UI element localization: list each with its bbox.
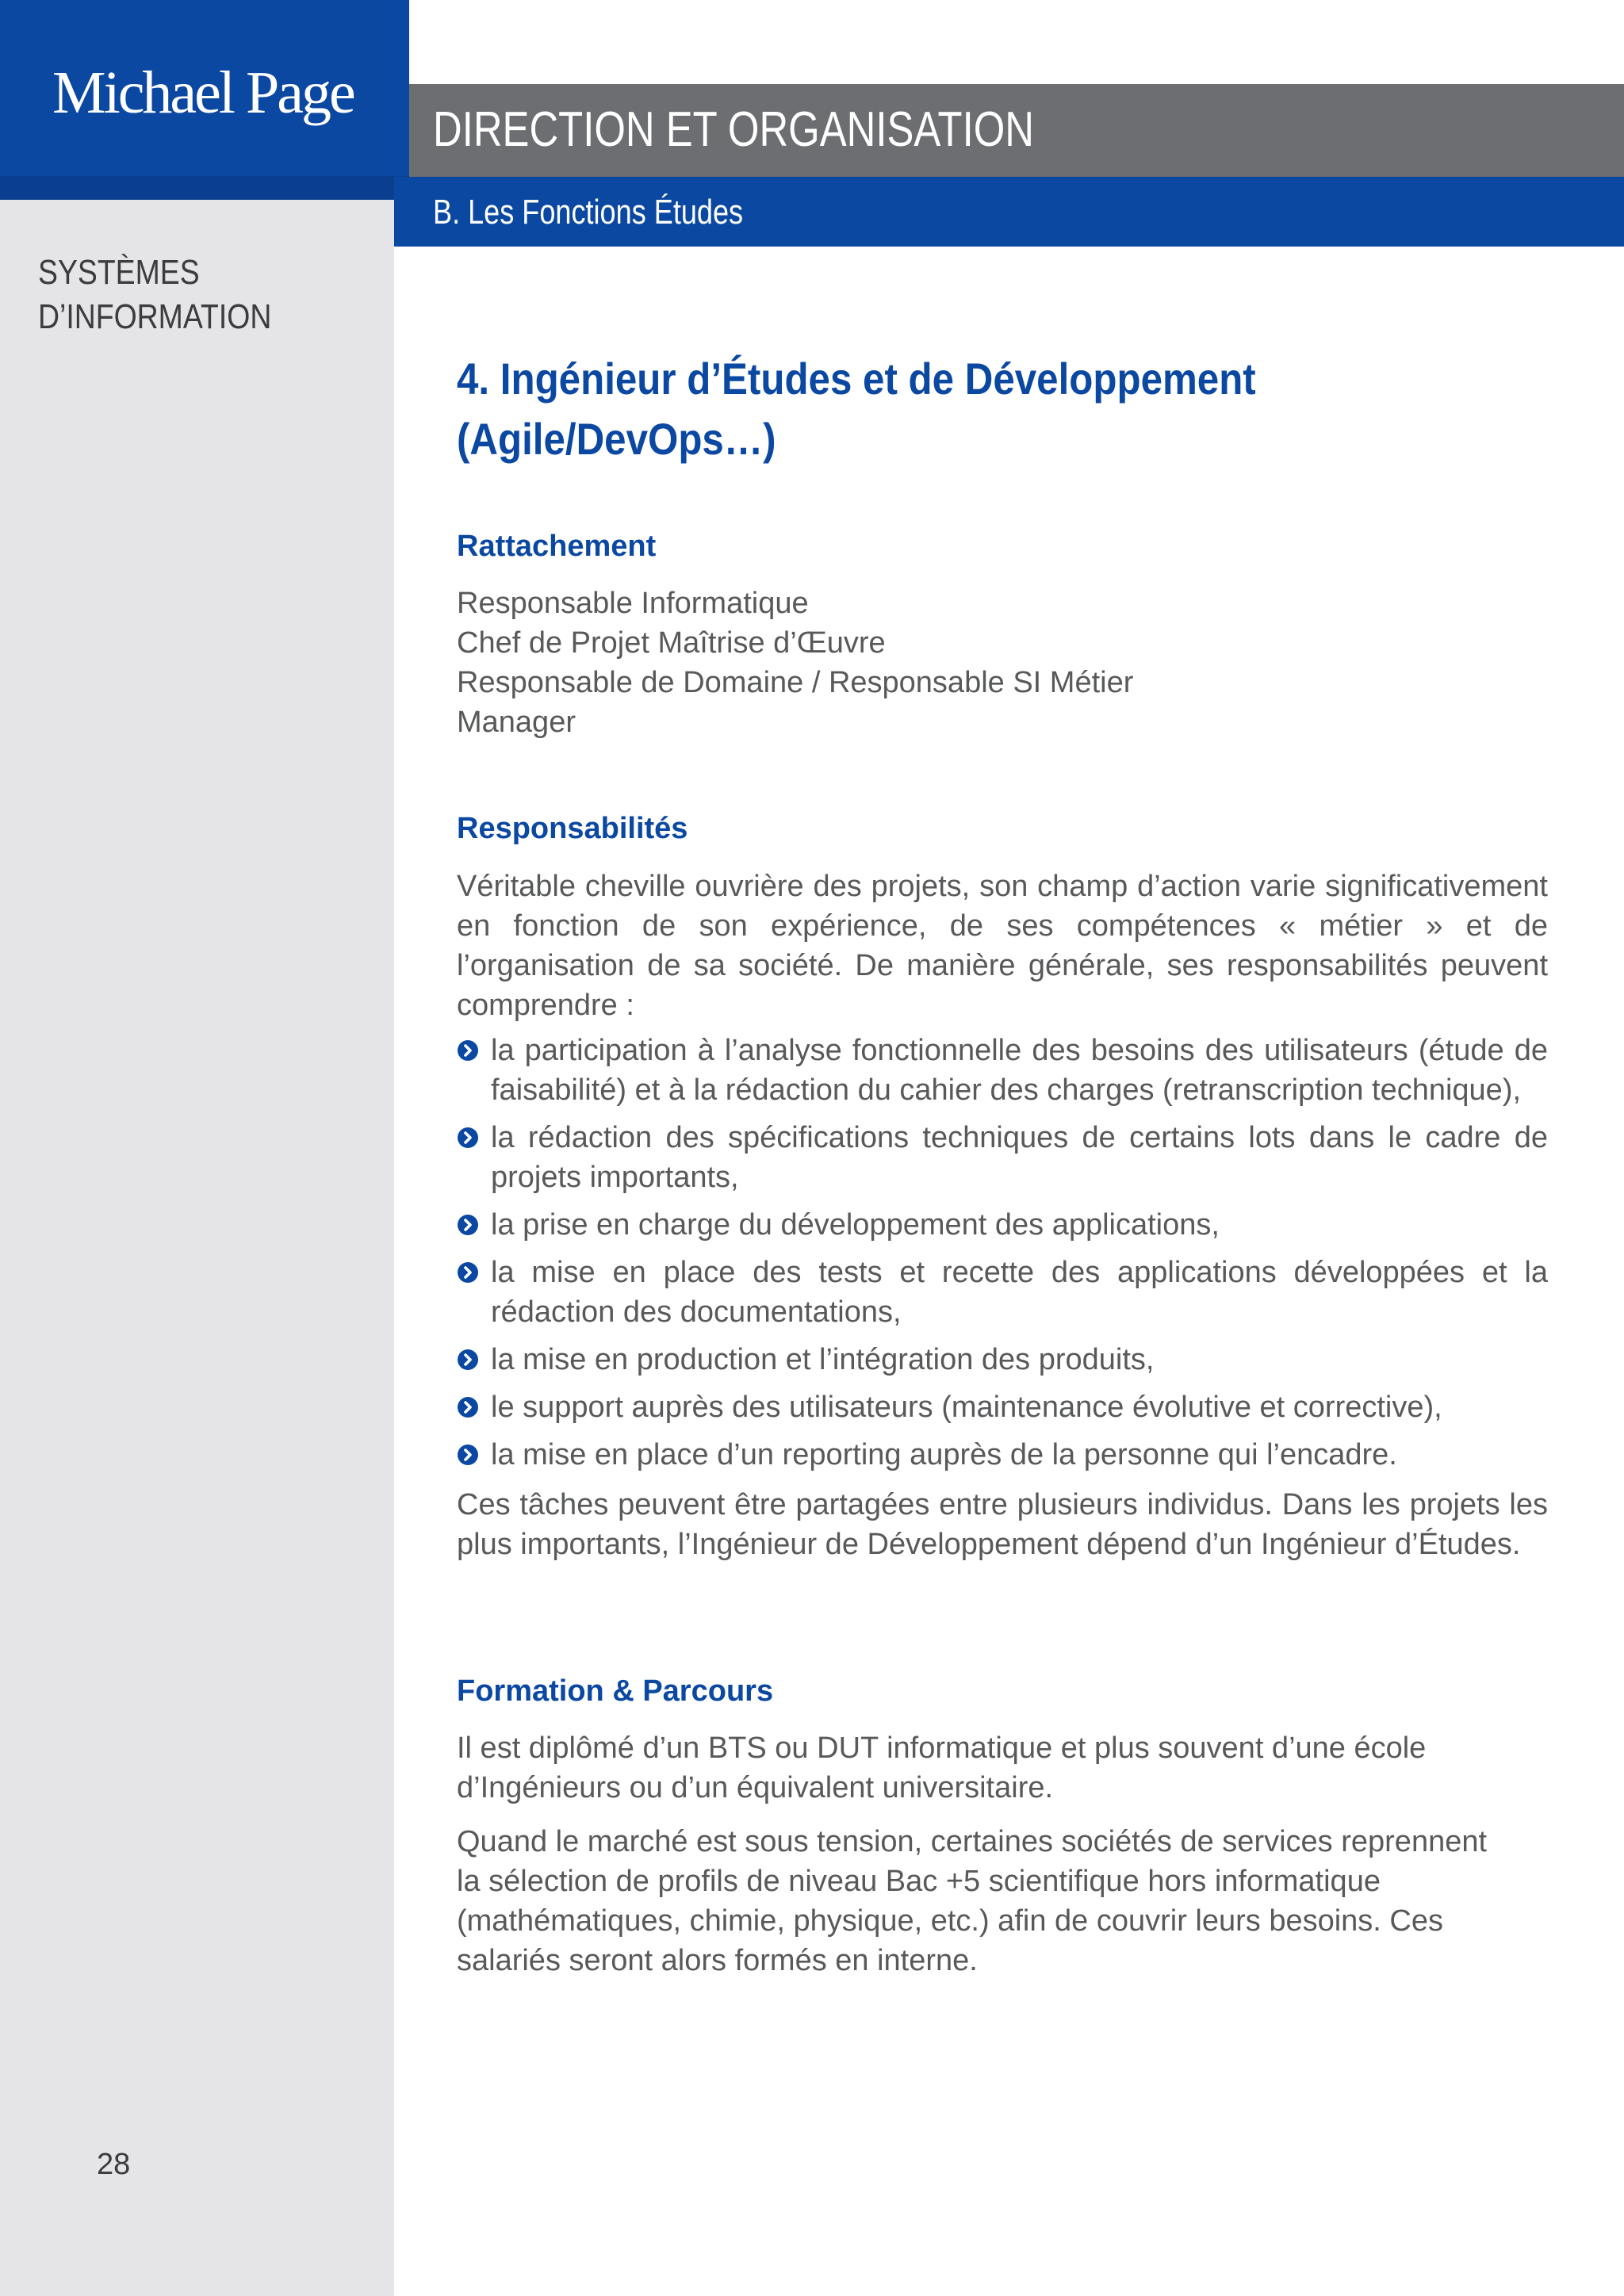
header-subtitle: B. Les Fonctions Études — [433, 193, 744, 232]
bullet-text: la mise en production et l’intégration des produits, — [491, 1343, 1155, 1376]
page-number: 28 — [97, 2148, 131, 2181]
list-item — [457, 1253, 1548, 1332]
list-item — [457, 1387, 1548, 1427]
list-item — [457, 1435, 1548, 1475]
chevron-right-icon — [457, 1214, 479, 1236]
page-title-line2: (Agile/DevOps…) — [457, 414, 776, 464]
list-item: Responsable de Domaine / Responsable SI Métier — [457, 666, 1134, 699]
rattachement-list — [457, 584, 1548, 742]
list-item — [457, 1340, 1548, 1380]
formation-paragraph-1 — [457, 1728, 1548, 1808]
responsabilites-intro: Véritable cheville ouvrière des projets, son champ d’action varie significativement en fonction de son expérience, de ses compétences « métier » et de l’organisation de sa société. De manière générale, ses responsabilités peuvent comprendre : — [457, 870, 1548, 1022]
text-line: salariés seront alors formés en interne. — [457, 1944, 978, 1977]
logo-shadow — [0, 176, 409, 200]
chevron-right-icon — [457, 1396, 479, 1418]
chevron-right-icon — [457, 1127, 479, 1149]
bullet-text: la mise en place d’un reporting auprès de la personne qui l’encadre. — [491, 1438, 1397, 1471]
rattachement-heading: Rattachement — [457, 530, 657, 563]
list-item: Responsable Informatique — [457, 587, 809, 620]
chevron-right-icon — [457, 1261, 479, 1284]
bullet-text: la participation à l’analyse fonctionnelle des besoins des utilisateurs (étude de faisabilité) et à la rédaction du cahier des charges (retranscription technique), — [491, 1034, 1548, 1107]
formation-paragraph-2 — [457, 1822, 1548, 1980]
list-item: Chef de Projet Maîtrise d’Œuvre — [457, 626, 886, 660]
text-line: Il est diplômé d’un BTS ou DUT informatique et plus souvent d’une école — [457, 1732, 1427, 1765]
chevron-right-icon — [457, 1444, 479, 1466]
sidebar-label-line1: SYSTÈMES — [38, 253, 200, 292]
list-item — [457, 1031, 1548, 1110]
responsabilites-heading: Responsabilités — [457, 812, 688, 845]
list-item — [457, 1205, 1548, 1245]
responsabilites-outro-block — [457, 1485, 1548, 1564]
text-line: la sélection de profils de niveau Bac +5 scientifique hors informatique — [457, 1865, 1381, 1898]
left-sidebar — [0, 0, 394, 2296]
text-line: (mathématiques, chimie, physique, etc.) afin de couvrir leurs besoins. Ces — [457, 1904, 1443, 1938]
bullet-text: la prise en charge du développement des applications, — [491, 1208, 1220, 1242]
text-line: Quand le marché est sous tension, certaines sociétés de services reprennent — [457, 1825, 1488, 1858]
sidebar-section-label — [38, 251, 271, 339]
michael-page-logo: Michael Page — [52, 59, 354, 126]
text-line: d’Ingénieurs ou d’un équivalent universitaire. — [457, 1771, 1054, 1804]
bullet-text: la rédaction des spécifications techniques de certains lots dans le cadre de projets importants, — [491, 1121, 1548, 1194]
page-title-line1: 4. Ingénieur d’Études et de Développement — [457, 354, 1256, 404]
bullet-text: le support auprès des utilisateurs (maintenance évolutive et corrective), — [491, 1391, 1442, 1424]
sidebar-label-line2: D’INFORMATION — [38, 297, 272, 336]
list-item — [457, 1118, 1548, 1197]
chevron-right-icon — [457, 1349, 479, 1371]
header-title: DIRECTION ET ORGANISATION — [433, 102, 1034, 157]
bullet-text: la mise en place des tests et recette des applications développées et la rédaction des documentations, — [491, 1256, 1548, 1329]
chevron-right-icon — [457, 1039, 479, 1062]
page-title — [457, 349, 1256, 469]
list-item: Manager — [457, 706, 576, 739]
responsabilites-intro-block — [457, 867, 1548, 1025]
responsabilites-outro: Ces tâches peuvent être partagées entre plusieurs individus. Dans les projets les plus importants, l’Ingénieur de Développement dépend d’un Ingénieur d’Études. — [457, 1488, 1548, 1561]
formation-heading: Formation & Parcours — [457, 1674, 774, 1708]
responsabilites-bullets — [457, 1031, 1548, 1483]
logo-block — [0, 0, 409, 176]
